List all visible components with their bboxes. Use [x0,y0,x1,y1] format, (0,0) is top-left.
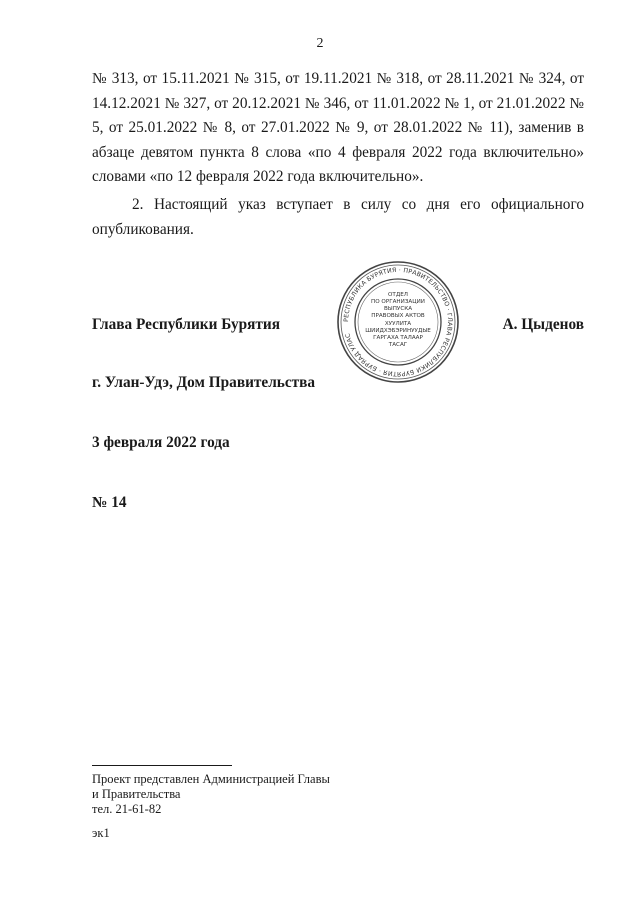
footnote-line-2: и Правительства [92,787,181,801]
signer-title: Глава Республики Бурятия [92,316,281,333]
seal-center-line-7: ГАРГАХА ТАЛААР [373,335,423,341]
footnote-phone: тел. 21-61-82 [92,802,162,816]
footnote-code: эк1 [92,826,110,840]
seal-center-line-8: ТАСАГ [388,342,408,348]
footnote-divider [92,765,232,766]
seal-center-line-1: ОТДЕЛ [388,292,408,298]
body-paragraph-2: 2. Настоящий указ вступает в силу со дня его официального опубликования. [92,196,584,238]
footnote-line-1: Проект представлен Администрацией Главы [92,772,330,786]
seal-center-line-4: ПРАВОВЫХ АКТОВ [371,313,425,319]
official-seal [336,260,460,384]
body-paragraph-1: № 313, от 15.11.2021 № 315, от 19.11.2021 № 318, от 28.11.2021 № 324, от 14.12.2021 № 327, от 20.12.2021 № 346, от 11.01.2022 № 1, от 21.01.2022 № 5, от 25.01.2022 № 8, от 27.01.2022 № 9, от 28.01.2022 № 11), заменив в абзаце девятом пункта 8 слова «по 4 февраля 2022 года включительно» словами «по 12 февраля 2022 года включительно». [92,70,584,185]
signer-name: А. Цыденов [502,316,584,333]
seal-center-line-3: ВЫПУСКА [383,306,413,312]
signing-date: 3 февраля 2022 года [92,434,230,451]
seal-center-line-6: ШИИДХЭБЭРИНУУДЫЕ [365,328,431,334]
decree-number: № 14 [92,494,127,511]
signing-place: г. Улан-Удэ, Дом Правительства [92,374,316,391]
seal-outer-text: РЕСПУБЛИКА БУРЯТИЯ · ПРАВИТЕЛЬСТВО · ГЛАВА РЕСПУБЛИКИ БУРЯТИЯ · БУРЯАД УЛАС [342,266,454,378]
page-number: 2 [316,36,324,51]
seal-center-line-2: ПО ОРГАНИЗАЦИИ [371,299,425,305]
seal-center-line-5: ХУУЛИТА [384,321,412,327]
seal-icon [336,260,460,384]
